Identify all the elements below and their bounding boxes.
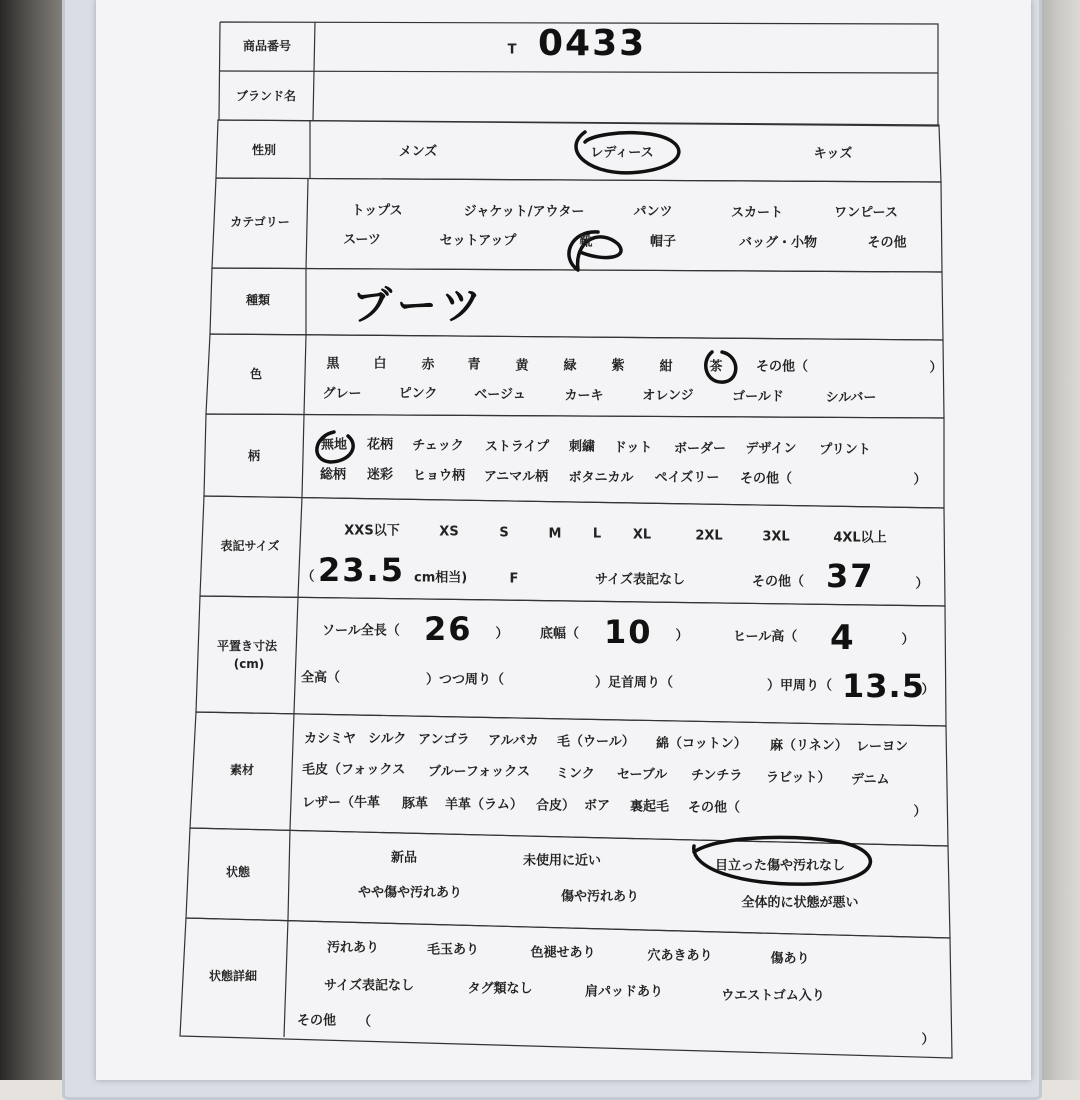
pattern-other[interactable]: その他（ xyxy=(740,471,793,487)
color-option[interactable]: 赤 xyxy=(421,357,435,373)
category-option[interactable]: セットアップ xyxy=(439,233,517,249)
label-material: 素材 xyxy=(229,763,255,777)
material-option[interactable]: アンゴラ xyxy=(418,732,470,748)
pattern-option[interactable]: ボーダー xyxy=(673,441,727,457)
dims-total-label: 全高（ xyxy=(301,670,341,686)
color-other-close: ） xyxy=(929,360,943,376)
detail-option[interactable]: 色褪せあり xyxy=(530,945,596,961)
size-option[interactable]: XL xyxy=(632,527,652,543)
category-option[interactable]: 帽子 xyxy=(649,234,677,250)
material-option[interactable]: 豚革 xyxy=(402,796,429,812)
detail-other-open: （ xyxy=(358,1014,372,1030)
size-other-value[interactable]: 37 xyxy=(826,557,875,595)
color-option[interactable]: 緑 xyxy=(563,358,577,374)
dims-sole-label: ソール全長（ xyxy=(322,623,400,639)
product-no-prefix: T xyxy=(507,42,517,58)
material-option[interactable]: チンチラ xyxy=(691,768,743,784)
category-option[interactable]: パンツ xyxy=(633,204,673,220)
color-option[interactable]: グレー xyxy=(322,386,362,402)
condition-option[interactable]: 全体的に状態が悪い xyxy=(741,895,859,911)
dims-close-paren: ） xyxy=(495,626,509,642)
size-option[interactable]: XS xyxy=(439,524,459,540)
pattern-option[interactable]: ストライプ xyxy=(484,439,550,455)
material-option[interactable]: ボア xyxy=(584,798,611,814)
detail-option[interactable]: ウエストゴム入り xyxy=(721,988,825,1004)
size-cm-value[interactable]: 23.5 xyxy=(318,551,405,589)
material-option[interactable]: レーヨン xyxy=(856,739,909,755)
category-option[interactable]: スーツ xyxy=(343,232,381,248)
material-option[interactable]: デニム xyxy=(851,772,890,788)
material-option[interactable]: 綿（コットン） xyxy=(656,736,747,752)
pattern-option[interactable]: デザイン xyxy=(745,441,797,457)
pattern-option[interactable]: 刺繍 xyxy=(568,439,596,455)
condition-option[interactable]: 新品 xyxy=(390,850,418,866)
detail-option[interactable]: 汚れあり xyxy=(326,940,380,956)
size-option-none[interactable]: サイズ表記なし xyxy=(595,572,685,588)
material-option[interactable]: 合皮） xyxy=(536,798,576,814)
label-pattern: 柄 xyxy=(247,449,261,463)
label-brand: ブランド名 xyxy=(235,89,297,103)
material-option[interactable]: アルパカ xyxy=(488,733,539,749)
color-option[interactable]: 黒 xyxy=(326,356,340,372)
pattern-option[interactable]: ドット xyxy=(613,440,653,456)
condition-option[interactable]: 未使用に近い xyxy=(522,853,602,869)
dims-close-paren: ） xyxy=(675,628,689,644)
color-option[interactable]: 青 xyxy=(467,357,481,373)
dims-width-value[interactable]: 10 xyxy=(604,613,653,651)
size-option[interactable]: XXS以下 xyxy=(344,523,400,539)
material-option[interactable]: セーブル xyxy=(617,767,668,783)
color-option[interactable]: 紺 xyxy=(659,359,673,375)
dims-instep-value[interactable]: 13.5 xyxy=(842,667,925,705)
gender-option[interactable]: キッズ xyxy=(813,146,853,162)
material-option[interactable]: カシミヤ xyxy=(304,731,357,747)
dims-close-paren: ） xyxy=(921,682,935,698)
size-option[interactable]: 3XL xyxy=(762,529,790,545)
pattern-option[interactable]: ヒョウ柄 xyxy=(412,468,466,484)
material-option[interactable]: 毛（ウール） xyxy=(557,734,635,750)
label-category: カテゴリー xyxy=(230,215,290,229)
size-cm-label: cm相当) xyxy=(414,570,468,586)
color-option[interactable]: シルバー xyxy=(825,390,877,406)
material-option[interactable]: 羊革（ラム） xyxy=(445,797,523,813)
dims-ankle-label: ）足首周り（ xyxy=(595,675,674,691)
category-option[interactable]: トップス xyxy=(351,203,403,219)
color-option[interactable]: オレンジ xyxy=(642,388,694,404)
material-option[interactable]: シルク xyxy=(368,731,407,747)
dims-heel-value[interactable]: 4 xyxy=(830,618,856,658)
material-option[interactable]: 裏起毛 xyxy=(630,799,670,815)
detail-option[interactable]: 傷あり xyxy=(770,951,810,967)
color-option[interactable]: カーキ xyxy=(564,388,604,404)
color-option-selected[interactable]: 茶 xyxy=(709,359,723,375)
category-option[interactable]: ワンピース xyxy=(834,205,898,221)
size-option[interactable]: M xyxy=(548,526,562,542)
dims-width-label: 底幅（ xyxy=(540,626,580,642)
material-option[interactable]: 毛皮（フォックス xyxy=(302,762,406,778)
detail-option[interactable]: タグ類なし xyxy=(467,981,533,997)
label-product-no: 商品番号 xyxy=(242,39,292,53)
size-other-label: その他（ xyxy=(752,574,805,590)
material-option[interactable]: 麻（リネン） xyxy=(770,738,848,754)
size-option[interactable]: S xyxy=(499,525,509,541)
circle-shoes xyxy=(569,232,621,270)
material-option[interactable]: レザー（牛革 xyxy=(302,795,381,811)
material-other-close: ） xyxy=(913,804,927,820)
color-option[interactable]: ピンク xyxy=(398,386,438,402)
condition-option[interactable]: 傷や汚れあり xyxy=(560,889,640,905)
label-dims-unit: (cm) xyxy=(233,657,265,671)
label-gender: 性別 xyxy=(251,143,277,157)
detail-option[interactable]: 毛玉あり xyxy=(426,942,480,958)
label-type: 種類 xyxy=(245,293,271,307)
dims-instep-label: ）甲周り（ xyxy=(767,678,833,694)
gender-option[interactable]: メンズ xyxy=(398,144,438,160)
gender-option-selected[interactable]: レディース xyxy=(590,145,654,161)
material-option[interactable]: ラビット） xyxy=(766,770,831,786)
detail-option[interactable]: 肩パッドあり xyxy=(584,984,664,1000)
label-color: 色 xyxy=(249,367,263,381)
dims-toe-label: ）つつ周り（ xyxy=(426,672,505,688)
product-no-value[interactable]: 0433 xyxy=(538,23,647,64)
color-option[interactable]: ゴールド xyxy=(732,389,784,405)
pattern-option[interactable]: ペイズリー xyxy=(654,470,720,486)
type-value[interactable]: ブーツ xyxy=(352,283,488,329)
pattern-option[interactable]: チェック xyxy=(412,438,464,454)
label-detail: 状態詳細 xyxy=(208,969,258,983)
pattern-option[interactable]: ボタニカル xyxy=(568,470,634,486)
size-option[interactable]: 2XL xyxy=(695,528,723,544)
size-option[interactable]: 4XL以上 xyxy=(833,530,887,546)
color-other[interactable]: その他（ xyxy=(756,359,809,375)
color-option[interactable]: 白 xyxy=(373,356,387,372)
category-option-selected[interactable]: 靴 xyxy=(579,234,593,250)
size-open-paren: （ xyxy=(301,569,315,585)
material-option[interactable]: ミンク xyxy=(556,766,595,782)
pattern-option[interactable]: 迷彩 xyxy=(366,467,394,483)
pattern-option[interactable]: アニマル柄 xyxy=(483,469,549,485)
label-size: 表記サイズ xyxy=(220,539,280,553)
size-close-paren: ） xyxy=(915,576,929,592)
material-other[interactable]: その他（ xyxy=(688,800,741,816)
pattern-option[interactable]: 総柄 xyxy=(319,467,347,483)
pattern-option[interactable]: プリント xyxy=(819,442,871,458)
dims-close-paren: ） xyxy=(901,632,915,648)
detail-other-label: その他 xyxy=(297,1013,337,1029)
detail-option[interactable]: 穴あきあり xyxy=(647,948,713,964)
pattern-option-selected[interactable]: 無地 xyxy=(320,437,348,453)
color-option[interactable]: 紫 xyxy=(611,358,625,374)
size-option[interactable]: L xyxy=(592,526,602,542)
color-option[interactable]: ベージュ xyxy=(474,387,526,403)
label-dims: 平置き寸法 xyxy=(216,639,278,653)
condition-option-selected[interactable]: 目立った傷や汚れなし xyxy=(714,858,846,874)
material-option[interactable]: ブルーフォックス xyxy=(428,764,531,780)
pattern-other-close: ） xyxy=(913,472,927,488)
pattern-option[interactable]: 花柄 xyxy=(366,437,394,453)
dims-sole-value[interactable]: 26 xyxy=(424,610,473,648)
color-option[interactable]: 黄 xyxy=(515,358,529,374)
category-option[interactable]: バッグ・小物 xyxy=(738,235,818,251)
size-option-f[interactable]: F xyxy=(509,571,519,587)
dims-heel-label: ヒール高（ xyxy=(733,629,798,645)
category-option[interactable]: ジャケット/アウター xyxy=(463,204,585,220)
category-option[interactable]: スカート xyxy=(730,205,784,221)
detail-other-close: ） xyxy=(921,1032,935,1048)
label-condition: 状態 xyxy=(225,865,251,879)
category-option[interactable]: その他 xyxy=(867,235,907,251)
condition-option[interactable]: やや傷や汚れあり xyxy=(357,885,463,901)
detail-option[interactable]: サイズ表記なし xyxy=(324,978,414,994)
